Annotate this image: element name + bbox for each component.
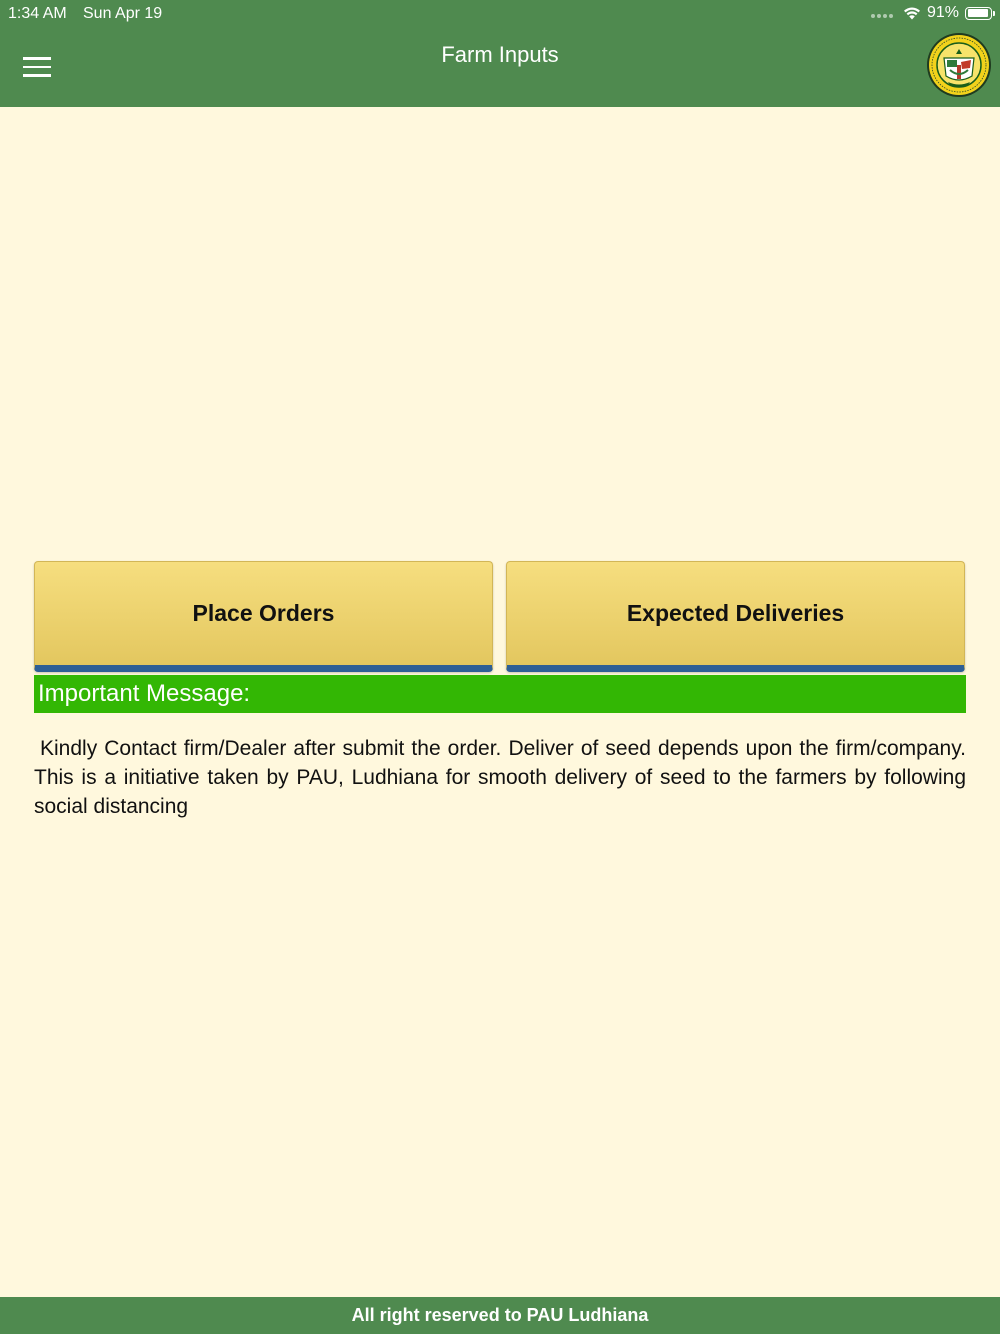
important-message-heading: Important Message: bbox=[34, 675, 966, 713]
status-bar bbox=[0, 0, 1000, 28]
pau-logo-icon bbox=[926, 32, 992, 98]
page-title: Farm Inputs bbox=[441, 42, 559, 67]
cellular-signal-icon bbox=[871, 14, 893, 18]
battery-level-fill bbox=[968, 9, 988, 17]
expected-deliveries-label: Expected Deliveries bbox=[626, 600, 845, 626]
wifi-icon bbox=[903, 6, 921, 20]
status-indicators bbox=[871, 4, 992, 22]
footer bbox=[0, 1297, 1000, 1334]
app-header bbox=[0, 0, 1000, 107]
place-orders-label: Place Orders bbox=[192, 600, 335, 626]
battery-percentage: 91% bbox=[926, 4, 959, 21]
important-message-body: Kindly Contact firm/Dealer after submit the order. Deliver of seed depends upon the firm/company. This is a initiative taken by PAU, Ludhiana for smooth delivery of seed to the farmers by following social distancing bbox=[34, 737, 966, 818]
expected-deliveries-button[interactable] bbox=[506, 561, 965, 672]
footer-text: All right reserved to PAU Ludhiana bbox=[351, 1305, 649, 1325]
status-time: 1:34 AM bbox=[8, 5, 67, 22]
battery-icon bbox=[965, 7, 992, 20]
status-date: Sun Apr 19 bbox=[83, 5, 163, 22]
place-orders-button[interactable] bbox=[34, 561, 493, 672]
